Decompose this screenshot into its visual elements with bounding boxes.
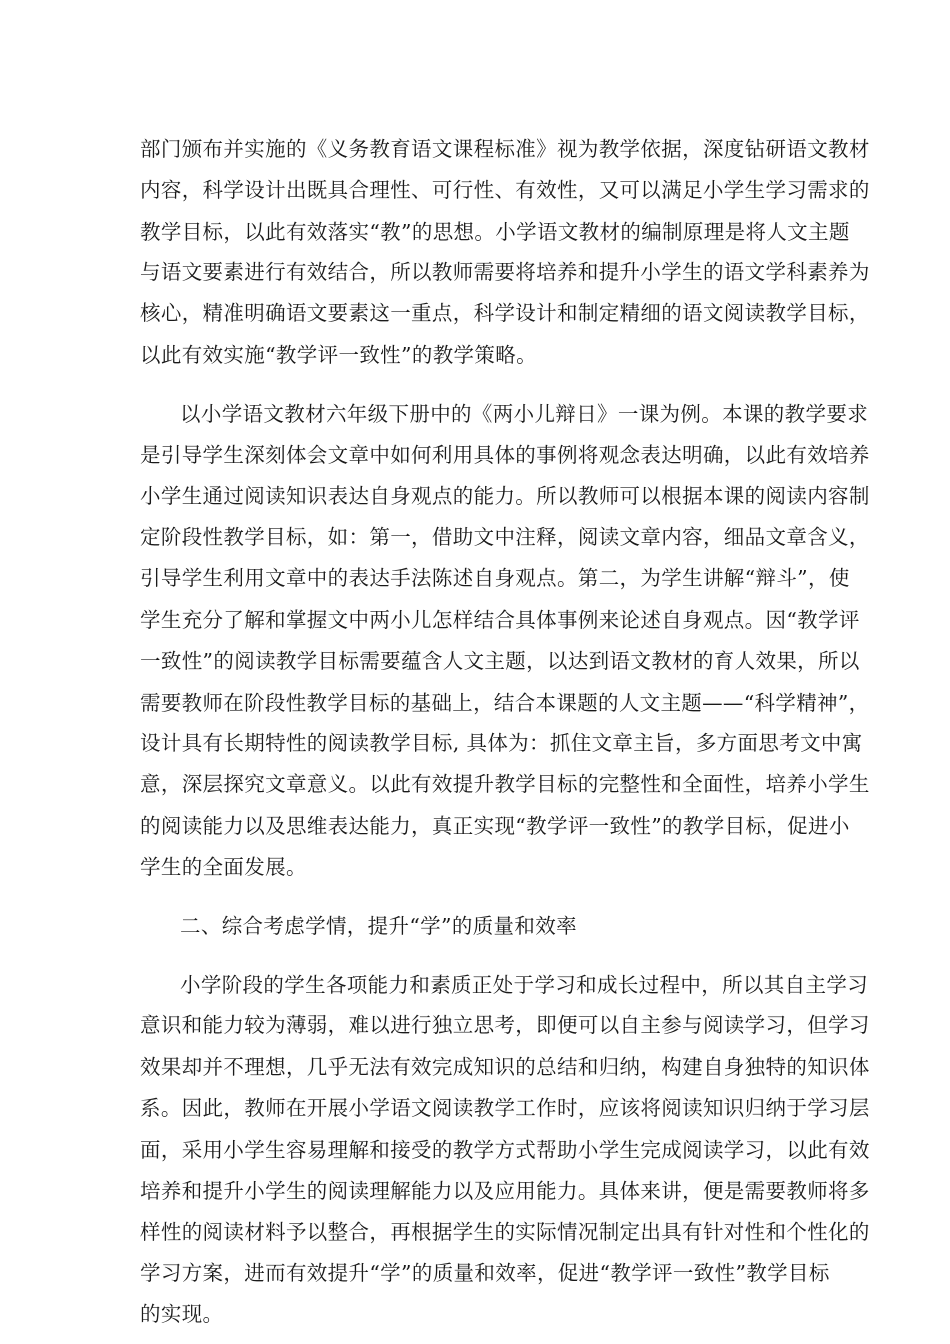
text-line: 样性的阅读材料予以整合，再根据学生的实际情况制定出具有针对性和个性化的 (140, 1220, 870, 1245)
text-line: 学习方案，进而有效提升“学”的质量和效率，促进“教学评一致性”教学目标 (140, 1261, 830, 1286)
text-line: 小学阶段的学生各项能力和素质正处于学习和成长过程中，所以其自主学习 (180, 972, 869, 997)
text-line: 意，深层探究文章意义。以此有效提升教学目标的完整性和全面性，培养小学生 (140, 772, 870, 797)
text-line: 培养和提升小学生的阅读理解能力以及应用能力。具体来讲，便是需要教师将多 (140, 1178, 870, 1203)
text-line: 核心，精准明确语文要素这一重点，科学设计和制定精细的语文阅读教学目标， (140, 301, 870, 326)
text-line: 是引导学生深刻体会文章中如何利用具体的事例将观念表达明确，以此有效培养 (140, 442, 870, 467)
text-line: 以此有效实施“教学评一致性”的教学策略。 (140, 343, 537, 368)
text-line: 学生的全面发展。 (140, 854, 307, 879)
text-line: 教学目标，以此有效落实“教”的思想。小学语文教材的编制原理是将人文主题 (140, 219, 850, 244)
text-line: 需要教师在阶段性教学目标的基础上，结合本课题的人文主题——“科学精神”， (140, 690, 870, 715)
text-line: 与语文要素进行有效结合，所以教师需要将培养和提升小学生的语文学科素养为 (140, 260, 870, 285)
text-line: 定阶段性教学目标，如：第一，借助文中注释，阅读文章内容，细品文章含义， (140, 525, 870, 550)
text-line: 面，采用小学生容易理解和接受的教学方式帮助小学生完成阅读学习，以此有效 (140, 1137, 870, 1162)
text-line: 内容，科学设计出既具合理性、可行性、有效性，又可以满足小学生学习需求的 (140, 177, 870, 202)
text-line: 的实现。 (140, 1302, 224, 1326)
text-line: 系。因此，教师在开展小学语文阅读教学工作时，应该将阅读知识归纳于学习层 (140, 1095, 870, 1120)
section-heading: 二、综合考虑学情，提升“学”的质量和效率 (180, 913, 577, 938)
text-line: 部门颁布并实施的《义务教育语文课程标准》视为教学依据，深度钻研语文教材 (140, 137, 870, 161)
text-line: 引导学生利用文章中的表达手法陈述自身观点。第二，为学生讲解“辩斗”，使 (140, 566, 850, 591)
text-line: 的阅读能力以及思维表达能力，真正实现“教学评一致性”的教学目标，促进小 (140, 813, 850, 838)
text-line: 效果却并不理想，几乎无法有效完成知识的总结和归纳，构建自身独特的知识体 (140, 1055, 870, 1080)
text-line: 学生充分了解和掌握文中两小儿怎样结合具体事例来论述自身观点。因“教学评 (140, 607, 860, 632)
text-line: 设计具有长期特性的阅读教学目标, 具体为：抓住文章主旨，多方面思考文中寓 (140, 731, 863, 756)
text-line: 意识和能力较为薄弱，难以进行独立思考，即便可以自主参与阅读学习，但学习 (140, 1013, 870, 1038)
text-line: 小学生通过阅读知识表达自身观点的能力。所以教师可以根据本课的阅读内容制 (140, 483, 870, 508)
text-line: 一致性”的阅读教学目标需要蕴含人文主题，以达到语文教材的育人效果，所以 (140, 648, 860, 673)
text-line: 以小学语文教材六年级下册中的《两小儿辩日》一课为例。本课的教学要求 (180, 401, 869, 426)
